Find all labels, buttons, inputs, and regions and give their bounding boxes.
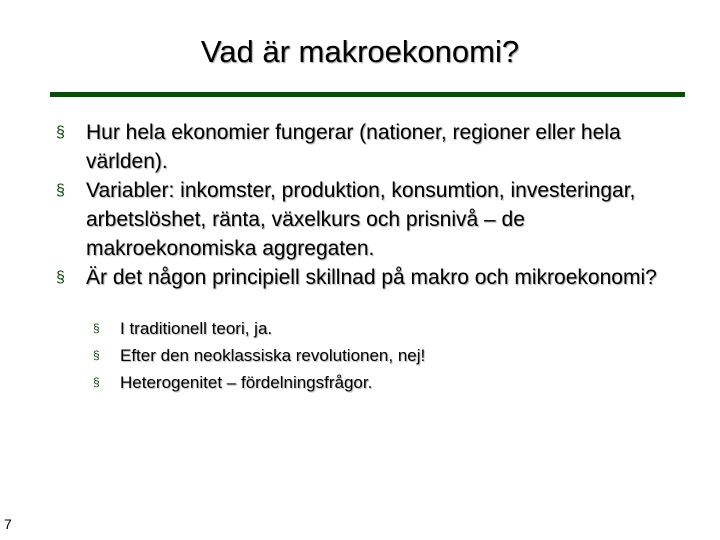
sub-bullet-text: Efter den neoklassiska revolutionen, nej! [120,346,426,365]
bullet-text: Variabler: inkomster, produktion, konsumtion, investeringar, arbetslöshet, ränta, växelkurs och prisnivå – de makroekonomiska aggregaten. [86,179,636,260]
bullet-item [56,263,696,292]
page-number: 7 [4,516,12,532]
square-bullet-icon: § [56,124,65,141]
sub-bullet-item [93,369,653,396]
square-bullet-icon: § [56,182,65,199]
slide-title: Vad är makroekonomi? [200,34,520,69]
sub-bullet-item [93,342,653,369]
bullet-text: Är det någon principiell skillnad på makro och mikroekonomi? [86,266,657,289]
sub-bullet-list [93,315,653,396]
title-divider [50,92,685,97]
sub-bullet-item [93,315,653,342]
bullet-text: Hur hela ekonomier fungerar (nationer, regioner eller hela världen). [86,121,621,173]
bullet-item [56,176,696,263]
bullet-item [56,118,696,176]
square-bullet-icon: § [93,375,100,389]
square-bullet-icon: § [56,269,65,286]
square-bullet-icon: § [93,348,100,362]
square-bullet-icon: § [93,321,100,335]
main-bullet-list [56,118,696,292]
sub-bullet-text: Heterogenitet – fördelningsfrågor. [120,373,373,392]
sub-bullet-text: I traditionell teori, ja. [120,319,273,338]
